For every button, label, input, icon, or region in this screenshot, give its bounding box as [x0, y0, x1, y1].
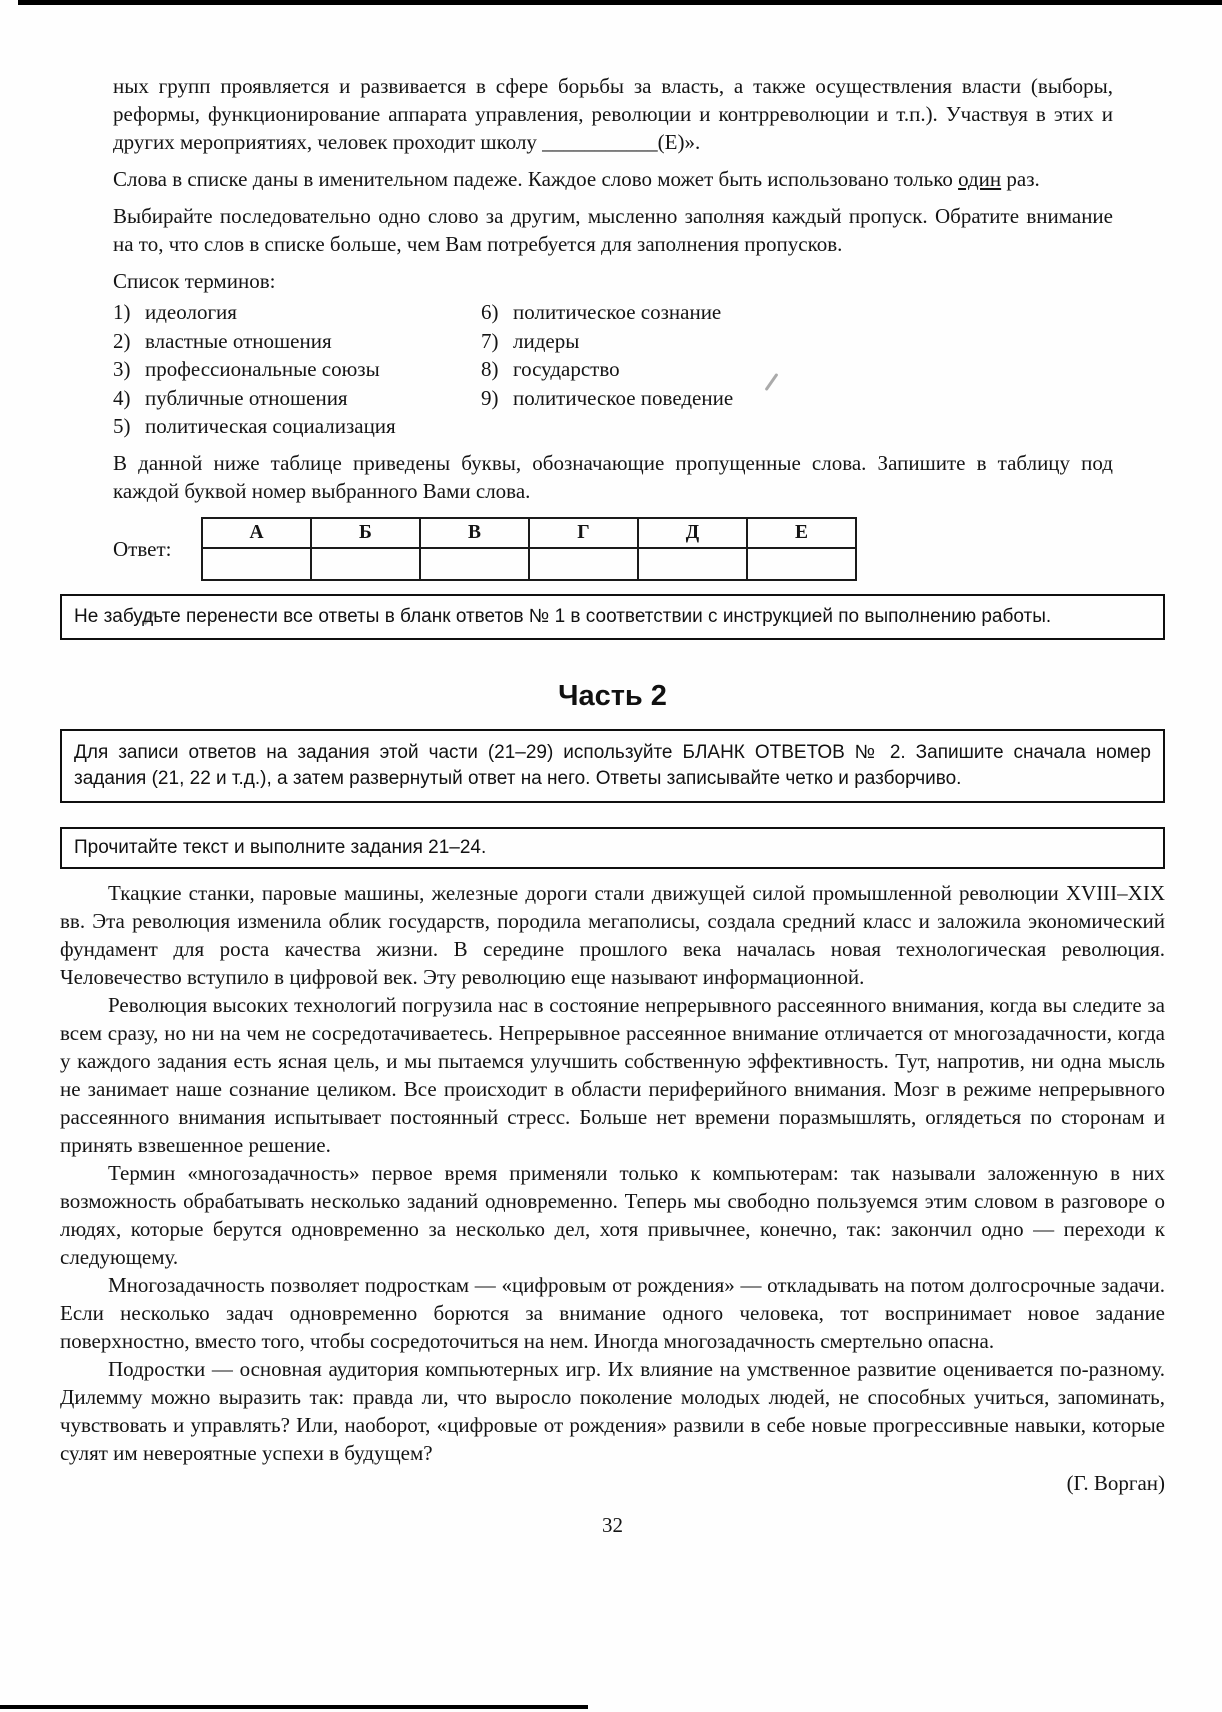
answer-letter-cell: Е: [747, 518, 856, 548]
terms-list-title: Список терминов:: [113, 269, 276, 293]
term-label: лидеры: [513, 328, 580, 353]
task-text-paragraph: ных групп проявляется и развивается в сфере борьбы за власть, а также осуществления власти (выборы, реформы, функционирование аппарата управления, революции и контрреволюции и т.п.). Участвуя в этих и других мероприятиях, человек проходит школу ___________(Е)».: [113, 74, 1113, 154]
read-text-instruction-box: [60, 827, 1165, 869]
term-number: 5): [113, 414, 131, 438]
answer-row: [113, 517, 1113, 581]
term-label: властные отношения: [145, 328, 332, 353]
term-label: политическое сознание: [513, 300, 722, 324]
read-text-instruction-text: Прочитайте текст и выполните задания 21–24.: [74, 836, 487, 858]
answer-letter-cell: Г: [529, 518, 638, 548]
term-number: 3): [113, 357, 131, 381]
term-item: [113, 384, 481, 413]
terms-column-left: [113, 298, 481, 441]
term-number: 8): [481, 357, 499, 381]
answer-input-cell: [529, 548, 638, 580]
answer-table-instruction: В данной ниже таблице приведены буквы, обозначающие пропущенные слова. Запишите в таблицу под каждой буквой номер выбранного Вами слова.: [113, 450, 1113, 503]
transfer-answers-text: Не забудьте перенести все ответы в бланк ответов № 1 в соответствии с инструкцией по выполнению работы.: [74, 605, 1052, 627]
transfer-answers-note: [60, 594, 1165, 640]
reading-paragraph: Ткацкие станки, паровые машины, железные дороги стали движущей силой промышленной революции XVIII–XIX вв. Эта революция изменила облик государств, породила мегаполисы, создала средний класс и заложила экономический фундамент для роста качества жизни. В середине прошлого века началась новая технологическая революция. Человечество вступило в цифровой век. Эту революцию еще называют информационной.: [60, 880, 1165, 989]
part-2-instruction-text: Для записи ответов на задания этой части (21–29) используйте БЛАНК ОТВЕТОВ № 2. Запишите сначала номер задания (21, 22 и т.д.), а затем развернутый ответ на него. Ответы записывайте четко и разборчиво.: [74, 741, 1151, 789]
reading-text: [60, 879, 1165, 1497]
answer-input-cell: [202, 548, 311, 580]
answer-input-cell: [420, 548, 529, 580]
part-2-heading: Часть 2: [558, 679, 667, 712]
answer-input-cell: [638, 548, 747, 580]
term-label: публичные отношения: [145, 385, 348, 410]
answer-input-cell: [747, 548, 856, 580]
term-label: политическое поведение: [513, 385, 734, 410]
answer-letter-cell: А: [202, 518, 311, 548]
reading-paragraph: Термин «многозадачность» первое время применяли только к компьютерам: так называли заложенную в них возможность обрабатывать несколько заданий одновременно. Теперь мы свободно пользуемся этим словом в разговоре о людях, которые берутся одновременно за несколько дел, хотя привычнее, конечно, так: закончил одно — переходи к следующему.: [60, 1160, 1165, 1269]
answer-letter-cell: Б: [311, 518, 420, 548]
page-number: 32: [602, 1512, 623, 1537]
underlined-word: один: [958, 167, 1002, 191]
reading-paragraph: Многозадачность позволяет подросткам — «цифровым от рождения» — откладывать на потом долгосрочные задачи. Если несколько задач одновременно борются за внимание одного человека, тот воспринимает новое задание поверхностно, вместо того, чтобы сосредоточиться на нем. Иногда многозадачность смертельно опасна.: [60, 1272, 1165, 1353]
term-number: 1): [113, 300, 131, 324]
term-item: [481, 384, 1113, 413]
terms-list: [113, 298, 1113, 441]
part-2-instruction-box: [60, 729, 1165, 803]
term-number: 4): [113, 385, 131, 410]
terms-column-right: [481, 298, 1113, 441]
term-label: политическая социализация: [145, 414, 396, 438]
reading-paragraph: Революция высоких технологий погрузила нас в состояние непрерывного рассеянного внимания, когда вы следите за всем сразу, но ни на чем не сосредотачиваетесь. Непрерывное рассеянное внимание отличается от многозадачности, когда у каждого задания есть ясная цель, и мы пытаемся улучшить собственную эффективность. Тут, напротив, ни одна мысль не занимает наше сознание целиком. Все происходит в области периферийного внимания. Мозг в режиме непрерывного рассеянного внимания испытывает постоянный стресс. Больше нет времени поразмышлять, оглядеться по сторонам и принять взвешенное решение.: [60, 992, 1165, 1157]
scan-artifact-bottom: [0, 1705, 588, 1709]
term-item: [481, 298, 1113, 327]
answer-table: [201, 517, 857, 581]
term-item: [113, 412, 481, 441]
scan-artifact-top: [18, 0, 1222, 5]
term-label: государство: [513, 357, 620, 381]
word-list-note-tail: раз.: [1001, 167, 1040, 191]
author-attribution: (Г. Ворган): [1066, 1470, 1165, 1495]
answer-input-row: [202, 548, 856, 580]
reading-paragraph: Подростки — основная аудитория компьютерных игр. Их влияние на умственное развитие оценивается по-разному. Дилемму можно выразить так: правда ли, что выросло поколение молодых людей, не способных учиться, запоминать, чувствовать и управлять? Или, наоборот, «цифровые от рождения» развили в себе новые прогрессивные навыки, которые сулят им невероятные успехи в будущем?: [60, 1356, 1165, 1465]
term-item: [113, 298, 481, 327]
page-content: [60, 72, 1165, 1538]
term-number: 6): [481, 300, 499, 324]
term-number: 9): [481, 385, 499, 410]
term-number: 2): [113, 328, 131, 353]
term-item: [113, 355, 481, 384]
selection-instruction: Выбирайте последовательно одно слово за другим, мысленно заполняя каждый пропуск. Обратите внимание на то, что слов в списке больше, чем Вам потребуется для заполнения пропусков.: [113, 204, 1113, 256]
term-item: [481, 355, 1113, 384]
answer-input-cell: [311, 548, 420, 580]
task-20-section: [113, 72, 1113, 581]
word-list-note: [113, 165, 1113, 193]
term-label: профессиональные союзы: [145, 357, 380, 381]
term-item: [113, 327, 481, 356]
answer-label: Ответ:: [113, 536, 172, 561]
answer-letter-row: [202, 518, 856, 548]
answer-letter-cell: В: [420, 518, 529, 548]
word-list-note-text: Слова в списке даны в именительном падеже. Каждое слово может быть использовано только: [113, 167, 959, 191]
answer-letter-cell: Д: [638, 518, 747, 548]
term-item: [481, 327, 1113, 356]
term-number: 7): [481, 328, 499, 353]
term-label: идеология: [145, 300, 237, 324]
